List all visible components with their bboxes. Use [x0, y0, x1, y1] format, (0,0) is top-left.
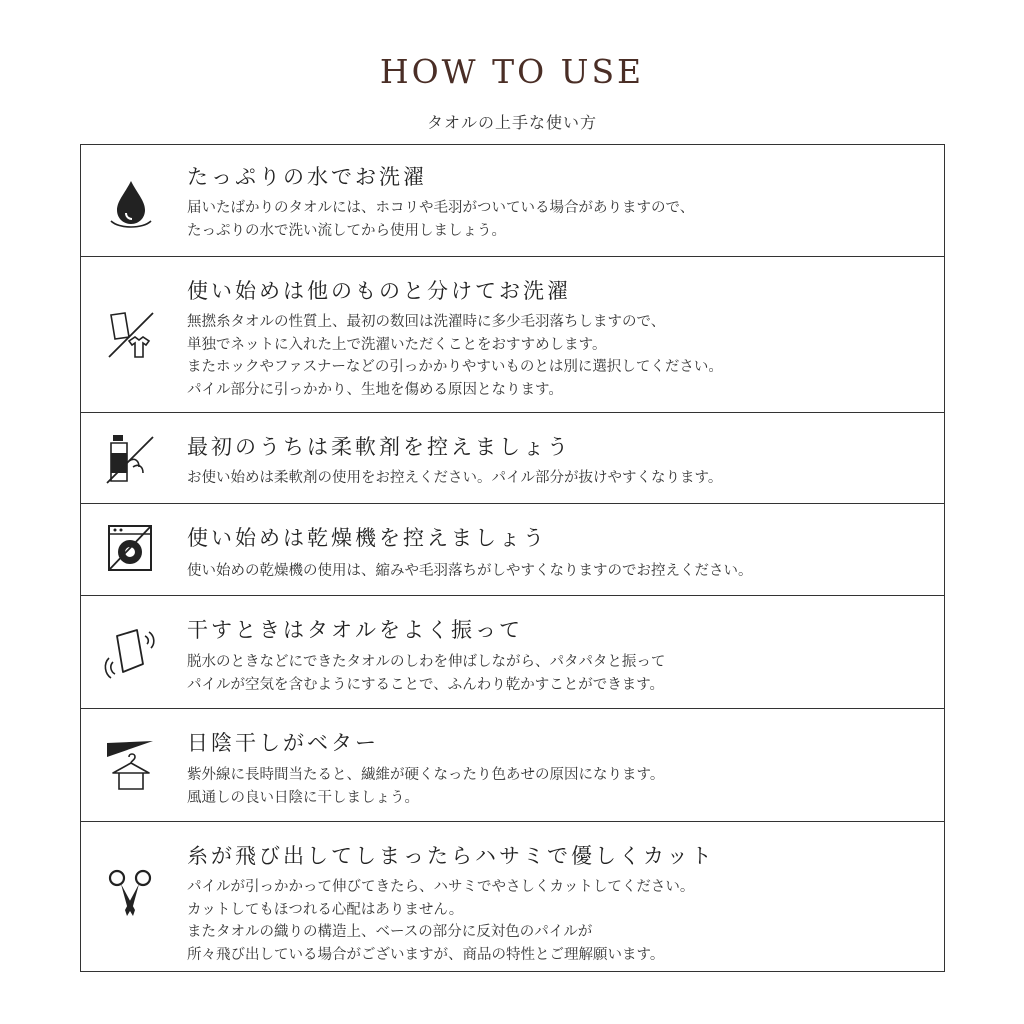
body-line: パイルが空気を含むようにすることで、ふんわり乾かすことができます。 — [187, 676, 665, 693]
usage-table — [80, 144, 945, 972]
body-line: 使い始めの乾燥機の使用は、縮みや毛羽落ちがしやすくなりますのでお控えください。 — [187, 563, 753, 579]
usage-row-body — [187, 651, 665, 696]
usage-row-scissors — [81, 821, 944, 971]
usage-row-title: たっぷりの水でお洗濯 — [187, 165, 427, 189]
body-line: またホックやファスナーなどの引っかかりやすいものとは別に選択してください。 — [187, 359, 723, 375]
body-line: 所々飛び出している場合がございますが、商品の特性とご理解願います。 — [187, 946, 665, 963]
usage-row-title: 糸が飛び出してしまったらハサミで優しくカット — [187, 844, 715, 868]
body-line: カットしてもほつれる心配はありません。 — [187, 901, 464, 918]
body-line: 無撚糸タオルの性質上、最初の数回は洗濯時に多少毛羽落ちしますので、 — [187, 314, 666, 330]
no-softener-icon — [103, 431, 159, 487]
shade-dry-icon — [103, 737, 159, 793]
usage-row-body — [187, 876, 694, 966]
body-line: パイル部分に引っかかり、生地を傷める原因となります。 — [187, 381, 563, 398]
usage-row-title: 最初のうちは柔軟剤を控えましょう — [187, 435, 571, 459]
water-drop-icon — [103, 175, 159, 231]
usage-row-separate — [81, 256, 944, 412]
body-line: 脱水のときなどにできたタオルのしわを伸ばしながら、パタパタと振って — [187, 654, 666, 670]
body-line: 紫外線に長時間当たると、繊維が硬くなったり色あせの原因になります。 — [187, 767, 665, 783]
usage-row-title: 使い始めは他のものと分けてお洗濯 — [187, 279, 571, 303]
usage-row-body — [187, 467, 722, 490]
no-dryer-icon — [103, 520, 159, 576]
usage-row-dryer — [81, 503, 944, 595]
usage-row-title: 日陰干しがベター — [187, 731, 379, 755]
scissors-icon — [103, 866, 159, 922]
usage-row-body — [187, 197, 694, 242]
body-line: またタオルの織りの構造上、ベースの部分に反対色のパイルが — [187, 924, 593, 940]
body-line: たっぷりの水で洗い流してから使用しましょう。 — [187, 222, 506, 239]
usage-row-title: 使い始めは乾燥機を控えましょう — [187, 526, 547, 550]
usage-row-body — [187, 764, 664, 809]
body-line: 風通しの良い日陰に干しましょう。 — [187, 789, 419, 806]
page-subtitle: タオルの上手な使い方 — [426, 113, 597, 132]
separate-wash-icon — [103, 307, 159, 363]
usage-row-body — [187, 311, 723, 401]
usage-row-title: 干すときはタオルをよく振って — [187, 618, 523, 642]
usage-row-shade — [81, 708, 944, 821]
body-line: 単独でネットに入れた上で洗濯いただくことをおすすめします。 — [187, 336, 607, 353]
page-title: HOW TO USE — [379, 52, 645, 91]
body-line: お使い始めは柔軟剤の使用をお控えください。パイル部分が抜けやすくなります。 — [187, 470, 723, 486]
body-line: パイルが引っかかって伸びてきたら、ハサミでやさしくカットしてください。 — [187, 879, 695, 895]
usage-row-softener — [81, 412, 944, 503]
usage-row-water — [81, 145, 944, 256]
shake-towel-icon — [103, 624, 159, 680]
usage-row-body — [187, 560, 753, 583]
body-line: 届いたばかりのタオルには、ホコリや毛羽がついている場合がありますので、 — [187, 200, 695, 216]
usage-row-shake — [81, 595, 944, 708]
